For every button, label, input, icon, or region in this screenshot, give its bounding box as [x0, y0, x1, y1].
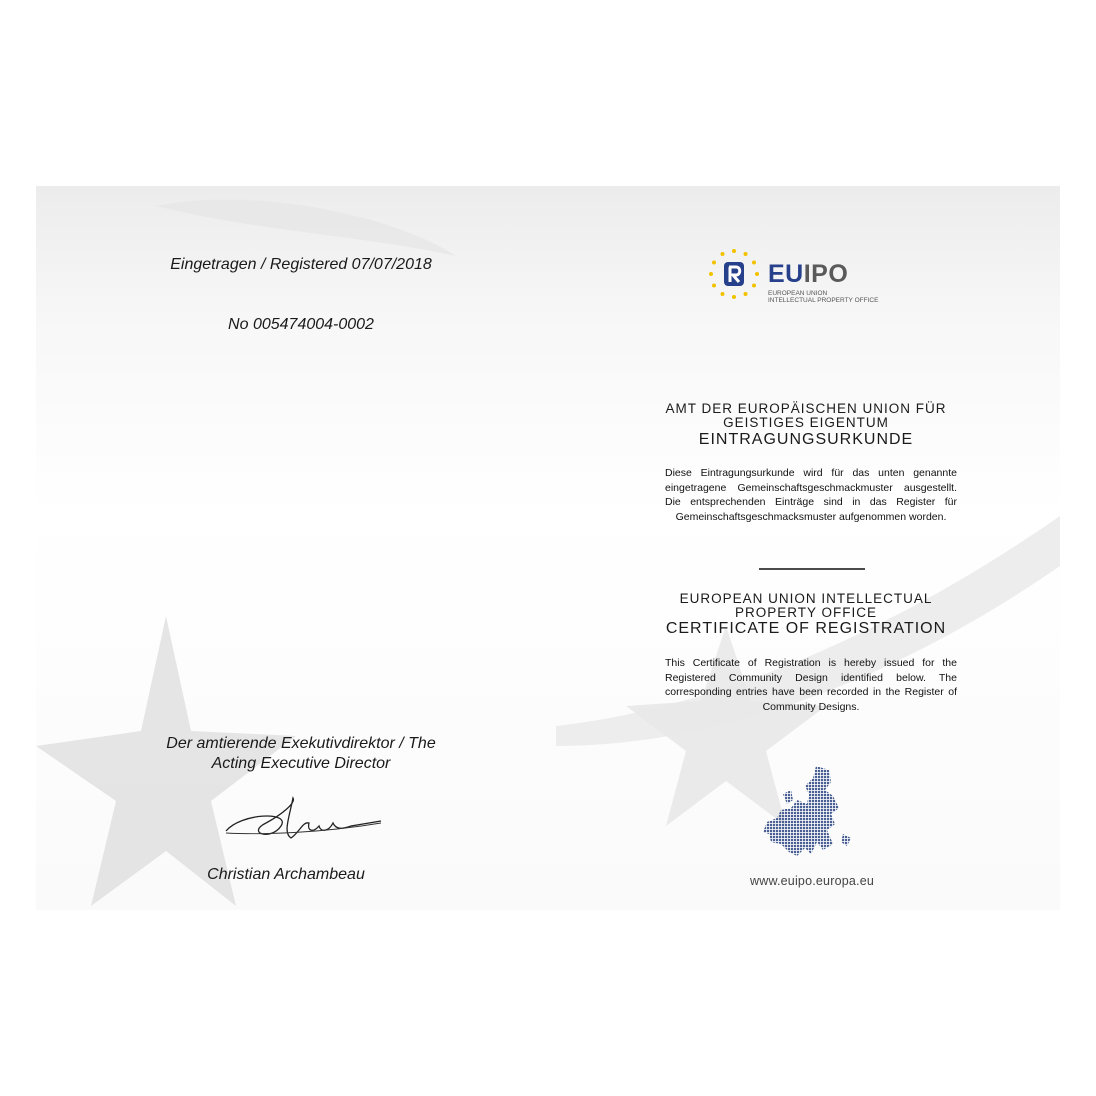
director-title: [156, 734, 446, 774]
german-office-name: [596, 402, 1016, 430]
euipo-logo: [706, 246, 926, 306]
website-url: www.euipo.europa.eu: [749, 874, 875, 888]
director-title-line1: Der amtierende Exekutivdirektor / The: [166, 735, 436, 752]
english-office-name: [596, 592, 1016, 620]
german-body-text: Diese Eintragungsurkunde wird für das unten genannte eingetragene Gemeinschaftsgeschmackmuster ausgestellt. Die entsprechenden Einträge sind in das Register für Gemeinschaftsgeschmacksmuster aufgenommen worden.: [665, 467, 957, 524]
euipo-star-circle-logo-icon: [706, 246, 762, 302]
english-office-line2: PROPERTY OFFICE: [734, 605, 878, 620]
english-title: CERTIFICATE OF REGISTRATION: [665, 620, 947, 637]
logo-subtitle-line1: EUROPEAN UNION: [768, 290, 828, 297]
registration-number: No 005474004-0002: [228, 316, 374, 333]
europe-map-icon: [761, 764, 861, 864]
wordmark-eu: EU: [768, 260, 804, 288]
euipo-wordmark: [768, 260, 848, 289]
registration-date: Eingetragen / Registered 07/07/2018: [170, 256, 432, 273]
logo-subtitle: [768, 290, 918, 304]
director-name: Christian Archambeau: [207, 866, 365, 883]
wordmark-ipo: IPO: [803, 260, 849, 288]
english-office-line1: EUROPEAN UNION INTELLECTUAL: [679, 591, 933, 606]
director-signature: [221, 793, 386, 848]
english-body-text: This Certificate of Registration is hereby issued for the Registered Community Design identified below. The corresponding entries have been recorded in the Register of Community Designs.: [665, 657, 957, 714]
certificate-sheet: [36, 186, 1060, 910]
director-title-line2: Acting Executive Director: [211, 755, 391, 772]
german-title: EINTRAGUNGSURKUNDE: [698, 431, 914, 448]
german-office-line1: AMT DER EUROPÄISCHEN UNION FÜR: [665, 401, 947, 416]
logo-subtitle-line2: INTELLECTUAL PROPERTY OFFICE: [768, 297, 879, 304]
section-divider: [759, 568, 865, 570]
german-office-line2: GEISTIGES EIGENTUM: [723, 415, 889, 430]
